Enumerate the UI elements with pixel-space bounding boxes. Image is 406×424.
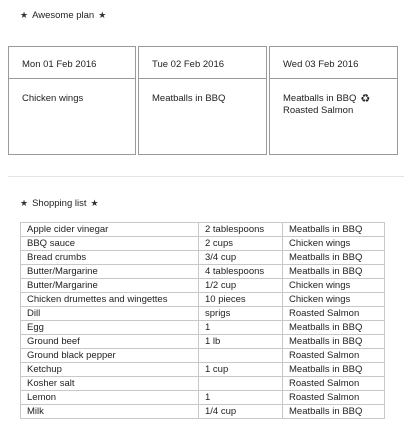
meal-name: Meatballs in BBQ (152, 93, 226, 104)
table-row (21, 237, 385, 251)
ingredient-cell: BBQ sauce (21, 237, 199, 251)
table-row (21, 363, 385, 377)
quantity-cell (199, 349, 283, 363)
recipe-cell: Meatballs in BBQ (283, 251, 385, 265)
meal-name: Roasted Salmon (283, 105, 354, 116)
ingredient-cell: Ketchup (21, 363, 199, 377)
recipe-cell: Chicken wings (283, 237, 385, 251)
meal-name: Meatballs in BBQ (283, 93, 357, 104)
star-icon: ★ (98, 10, 107, 20)
recipe-cell: Meatballs in BBQ (283, 405, 385, 419)
star-icon: ★ (90, 198, 99, 208)
quantity-cell: sprigs (199, 307, 283, 321)
day-date: Tue 02 Feb 2016 (139, 47, 266, 79)
recycle-icon[interactable]: ♻ (360, 93, 371, 105)
shopping-title (20, 198, 99, 209)
day-card-tue[interactable] (138, 46, 267, 155)
ingredient-cell: Ground beef (21, 335, 199, 349)
section-divider (8, 176, 404, 177)
ingredient-cell: Bread crumbs (21, 251, 199, 265)
shopping-title-text: Shopping list (32, 198, 87, 209)
table-row (21, 251, 385, 265)
recipe-cell: Roasted Salmon (283, 307, 385, 321)
quantity-cell (199, 377, 283, 391)
recipe-cell: Roasted Salmon (283, 377, 385, 391)
recipe-cell: Meatballs in BBQ (283, 335, 385, 349)
ingredient-cell: Butter/Margarine (21, 265, 199, 279)
recipe-cell: Meatballs in BBQ (283, 265, 385, 279)
meal-item[interactable] (283, 93, 397, 105)
day-meals (270, 79, 397, 117)
table-row (21, 405, 385, 419)
table-row (21, 307, 385, 321)
day-card-mon[interactable] (8, 46, 136, 155)
quantity-cell: 2 tablespoons (199, 223, 283, 237)
quantity-cell: 4 tablespoons (199, 265, 283, 279)
day-meals (9, 79, 135, 105)
quantity-cell: 1 cup (199, 363, 283, 377)
table-row (21, 391, 385, 405)
table-row (21, 377, 385, 391)
meal-item[interactable] (22, 93, 135, 105)
quantity-cell: 10 pieces (199, 293, 283, 307)
recipe-cell: Meatballs in BBQ (283, 363, 385, 377)
star-icon: ★ (20, 198, 29, 208)
day-card-wed[interactable] (269, 46, 398, 155)
quantity-cell: 2 cups (199, 237, 283, 251)
quantity-cell: 1 lb (199, 335, 283, 349)
table-row (21, 293, 385, 307)
table-row (21, 279, 385, 293)
recipe-cell: Meatballs in BBQ (283, 223, 385, 237)
star-icon: ★ (20, 10, 29, 20)
ingredient-cell: Apple cider vinegar (21, 223, 199, 237)
plan-title-text: Awesome plan (32, 10, 95, 21)
meal-item[interactable] (152, 93, 266, 105)
recipe-cell: Meatballs in BBQ (283, 321, 385, 335)
quantity-cell: 1/2 cup (199, 279, 283, 293)
shopping-table (20, 222, 385, 419)
plan-title (20, 10, 106, 21)
ingredient-cell: Ground black pepper (21, 349, 199, 363)
ingredient-cell: Dill (21, 307, 199, 321)
day-date: Mon 01 Feb 2016 (9, 47, 135, 79)
recipe-cell: Chicken wings (283, 279, 385, 293)
quantity-cell: 3/4 cup (199, 251, 283, 265)
recipe-cell: Roasted Salmon (283, 349, 385, 363)
ingredient-cell: Lemon (21, 391, 199, 405)
quantity-cell: 1/4 cup (199, 405, 283, 419)
meal-name: Chicken wings (22, 93, 84, 104)
table-row (21, 349, 385, 363)
ingredient-cell: Kosher salt (21, 377, 199, 391)
ingredient-cell: Egg (21, 321, 199, 335)
quantity-cell: 1 (199, 391, 283, 405)
table-row (21, 335, 385, 349)
ingredient-cell: Chicken drumettes and wingettes (21, 293, 199, 307)
meal-item[interactable] (283, 105, 397, 117)
table-row (21, 223, 385, 237)
day-date: Wed 03 Feb 2016 (270, 47, 397, 79)
table-row (21, 265, 385, 279)
recipe-cell: Chicken wings (283, 293, 385, 307)
ingredient-cell: Butter/Margarine (21, 279, 199, 293)
quantity-cell: 1 (199, 321, 283, 335)
table-row (21, 321, 385, 335)
recipe-cell: Roasted Salmon (283, 391, 385, 405)
ingredient-cell: Milk (21, 405, 199, 419)
day-meals (139, 79, 266, 105)
